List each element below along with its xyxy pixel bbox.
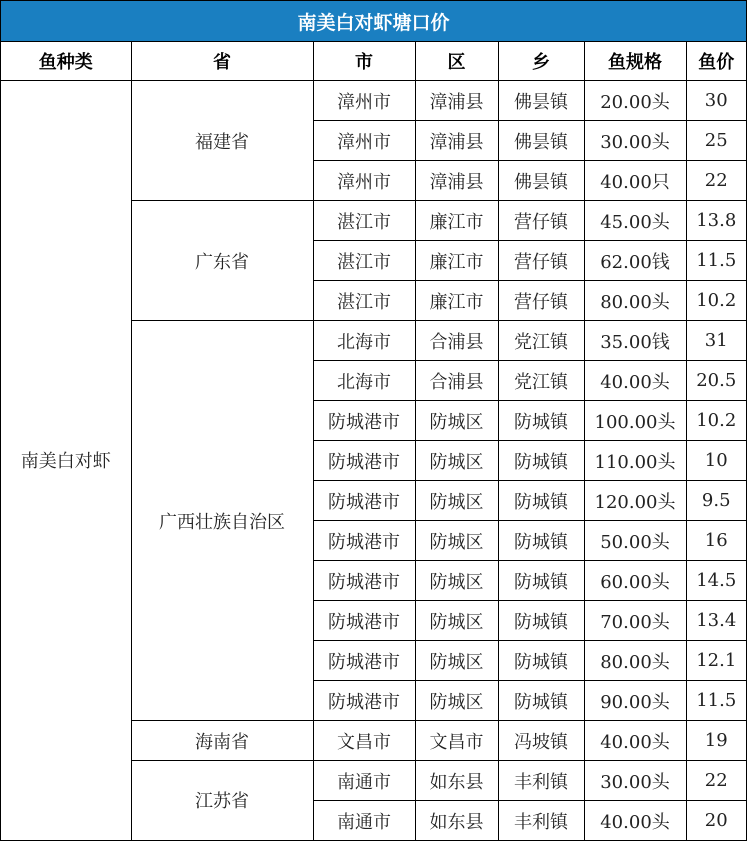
cell-town: 佛昙镇 <box>498 121 584 161</box>
cell-district: 合浦县 <box>415 321 498 361</box>
header-province: 省 <box>131 42 313 81</box>
cell-spec: 30.00头 <box>584 761 686 801</box>
cell-spec: 40.00只 <box>584 161 686 201</box>
cell-province: 江苏省 <box>131 761 313 841</box>
cell-town: 丰利镇 <box>498 761 584 801</box>
cell-town: 防城镇 <box>498 601 584 641</box>
header-price: 鱼价 <box>686 42 746 81</box>
cell-price: 19 <box>686 721 746 761</box>
cell-district: 廉江市 <box>415 201 498 241</box>
cell-price: 22 <box>686 761 746 801</box>
cell-spec: 40.00头 <box>584 361 686 401</box>
cell-spec: 35.00钱 <box>584 321 686 361</box>
cell-price: 10.2 <box>686 281 746 321</box>
cell-city: 防城港市 <box>313 601 415 641</box>
cell-district: 合浦县 <box>415 361 498 401</box>
cell-price: 25 <box>686 121 746 161</box>
cell-town: 营仔镇 <box>498 201 584 241</box>
cell-district: 如东县 <box>415 761 498 801</box>
cell-price: 10.2 <box>686 401 746 441</box>
table-row <box>1 81 746 121</box>
cell-price: 30 <box>686 81 746 121</box>
cell-city: 漳州市 <box>313 121 415 161</box>
cell-town: 防城镇 <box>498 521 584 561</box>
cell-town: 佛昙镇 <box>498 161 584 201</box>
price-table <box>1 42 746 841</box>
cell-city: 防城港市 <box>313 441 415 481</box>
cell-district: 防城区 <box>415 521 498 561</box>
cell-city: 防城港市 <box>313 561 415 601</box>
cell-town: 冯坡镇 <box>498 721 584 761</box>
cell-city: 北海市 <box>313 321 415 361</box>
cell-price: 10 <box>686 441 746 481</box>
cell-spec: 60.00头 <box>584 561 686 601</box>
cell-province: 海南省 <box>131 721 313 761</box>
cell-spec: 70.00头 <box>584 601 686 641</box>
cell-spec: 20.00头 <box>584 81 686 121</box>
cell-district: 防城区 <box>415 641 498 681</box>
cell-district: 如东县 <box>415 801 498 841</box>
cell-city: 湛江市 <box>313 201 415 241</box>
cell-town: 防城镇 <box>498 441 584 481</box>
cell-price: 11.5 <box>686 241 746 281</box>
table-body <box>1 81 746 841</box>
cell-price: 12.1 <box>686 641 746 681</box>
cell-district: 漳浦县 <box>415 121 498 161</box>
cell-price: 13.8 <box>686 201 746 241</box>
cell-district: 防城区 <box>415 401 498 441</box>
cell-price: 20.5 <box>686 361 746 401</box>
cell-spec: 100.00头 <box>584 401 686 441</box>
header-spec: 鱼规格 <box>584 42 686 81</box>
cell-town: 防城镇 <box>498 481 584 521</box>
cell-spec: 50.00头 <box>584 521 686 561</box>
cell-species: 南美白对虾 <box>1 81 131 841</box>
cell-spec: 90.00头 <box>584 681 686 721</box>
cell-spec: 40.00头 <box>584 721 686 761</box>
cell-city: 防城港市 <box>313 681 415 721</box>
cell-town: 防城镇 <box>498 681 584 721</box>
cell-city: 防城港市 <box>313 401 415 441</box>
cell-city: 防城港市 <box>313 641 415 681</box>
cell-city: 湛江市 <box>313 281 415 321</box>
cell-spec: 80.00头 <box>584 641 686 681</box>
cell-city: 防城港市 <box>313 481 415 521</box>
cell-spec: 40.00头 <box>584 801 686 841</box>
header-row <box>1 42 746 81</box>
cell-price: 20 <box>686 801 746 841</box>
cell-town: 防城镇 <box>498 561 584 601</box>
cell-city: 南通市 <box>313 801 415 841</box>
cell-spec: 62.00钱 <box>584 241 686 281</box>
cell-district: 漳浦县 <box>415 161 498 201</box>
cell-spec: 120.00头 <box>584 481 686 521</box>
header-species: 鱼种类 <box>1 42 131 81</box>
cell-price: 14.5 <box>686 561 746 601</box>
cell-price: 11.5 <box>686 681 746 721</box>
cell-spec: 80.00头 <box>584 281 686 321</box>
cell-district: 廉江市 <box>415 241 498 281</box>
cell-city: 文昌市 <box>313 721 415 761</box>
cell-city: 漳州市 <box>313 81 415 121</box>
cell-spec: 30.00头 <box>584 121 686 161</box>
cell-city: 防城港市 <box>313 521 415 561</box>
cell-city: 北海市 <box>313 361 415 401</box>
header-town: 乡 <box>498 42 584 81</box>
cell-district: 防城区 <box>415 561 498 601</box>
cell-spec: 110.00头 <box>584 441 686 481</box>
cell-town: 佛昙镇 <box>498 81 584 121</box>
cell-city: 南通市 <box>313 761 415 801</box>
cell-price: 13.4 <box>686 601 746 641</box>
table-title: 南美白对虾塘口价 <box>1 1 746 42</box>
cell-town: 防城镇 <box>498 401 584 441</box>
cell-spec: 45.00头 <box>584 201 686 241</box>
cell-province: 广西壮族自治区 <box>131 321 313 721</box>
cell-district: 防城区 <box>415 601 498 641</box>
cell-city: 漳州市 <box>313 161 415 201</box>
cell-district: 廉江市 <box>415 281 498 321</box>
cell-province: 福建省 <box>131 81 313 201</box>
cell-price: 22 <box>686 161 746 201</box>
cell-district: 文昌市 <box>415 721 498 761</box>
cell-district: 防城区 <box>415 481 498 521</box>
cell-price: 16 <box>686 521 746 561</box>
cell-town: 党江镇 <box>498 361 584 401</box>
cell-district: 防城区 <box>415 441 498 481</box>
header-district: 区 <box>415 42 498 81</box>
cell-town: 营仔镇 <box>498 281 584 321</box>
header-city: 市 <box>313 42 415 81</box>
cell-price: 31 <box>686 321 746 361</box>
cell-town: 丰利镇 <box>498 801 584 841</box>
cell-district: 漳浦县 <box>415 81 498 121</box>
cell-city: 湛江市 <box>313 241 415 281</box>
cell-district: 防城区 <box>415 681 498 721</box>
cell-town: 营仔镇 <box>498 241 584 281</box>
cell-province: 广东省 <box>131 201 313 321</box>
cell-price: 9.5 <box>686 481 746 521</box>
cell-town: 党江镇 <box>498 321 584 361</box>
cell-town: 防城镇 <box>498 641 584 681</box>
